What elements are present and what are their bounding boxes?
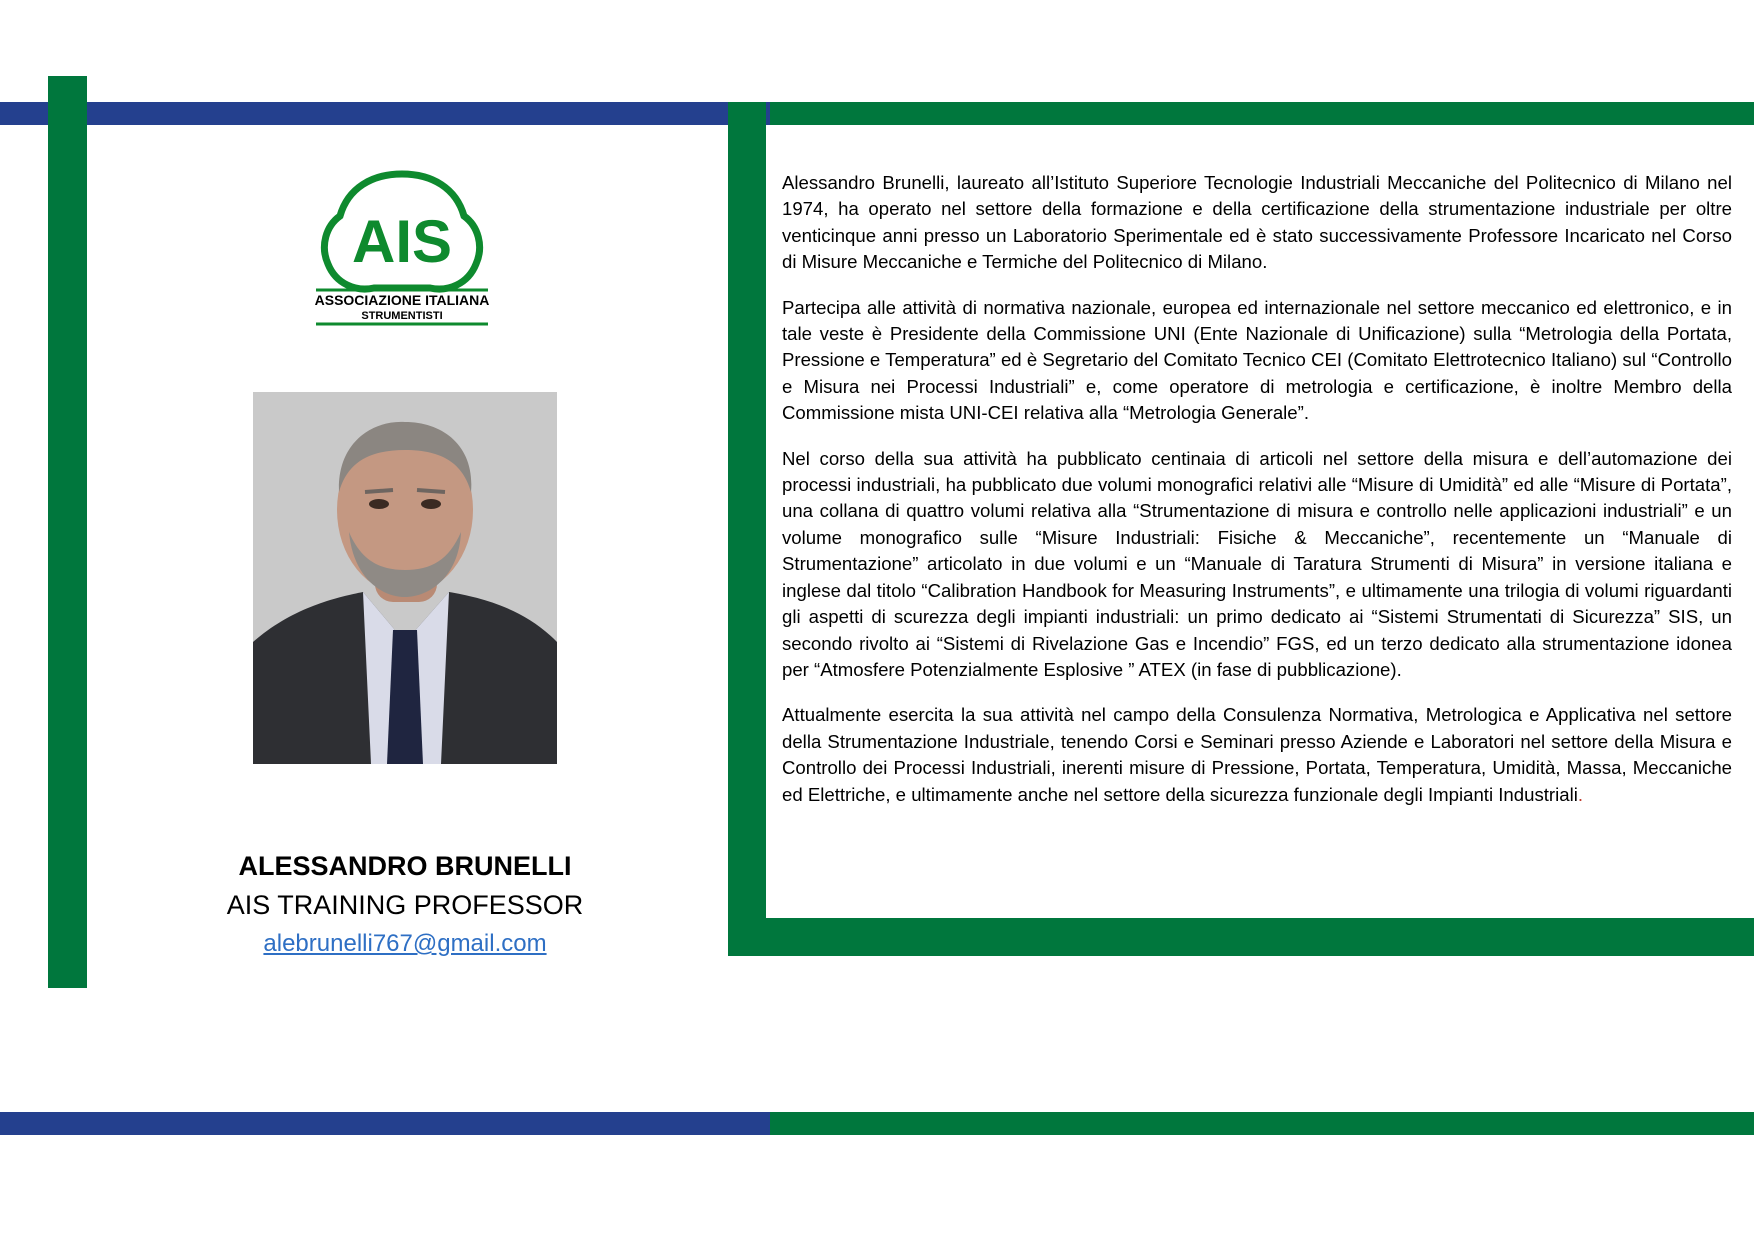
top-left-blue-bar (0, 102, 770, 125)
portrait-photo (253, 392, 557, 764)
bio-paragraph-4 (782, 702, 1732, 808)
left-vertical-green-bar (48, 76, 87, 988)
ais-logo (312, 166, 492, 326)
bio-paragraph-4-end: . (1577, 783, 1584, 805)
middle-right-green-bar (766, 918, 1754, 956)
person-name: ALESSANDRO BRUNELLI (238, 851, 572, 881)
top-right-green-bar (770, 102, 1754, 125)
bio-paragraph-2: Partecipa alle attività di normativa nazionale, europea ed internazionale nel settore meccanico ed elettronico, e in tale veste è Presidente della Commissione UNI (Ente Nazionale di Unificazione) sulla “Metrologia della Portata, Pressione e Temperatura” ed è Segretario del Comitato Tecnico CEI (Comitato Elettrotecnico Italiano) sul “Controllo e Misura nei Processi Industriali” e, come operatore di metrologia e certificazione, è inoltre Membro della Commissione mista UNI-CEI relativa alla “Metrologia Generale”. (782, 296, 1732, 424)
email-link[interactable]: alebrunelli767@gmail.com (263, 930, 547, 957)
logo-line2: STRUMENTISTI (361, 310, 443, 322)
center-vertical-green-bar (728, 102, 766, 956)
bio-paragraph-3: Nel corso della sua attività ha pubblicato centinaia di articoli nel settore della misura e dell’automazione dei processi industriali, ha pubblicato due volumi monografici relativi alle “Misure di Umidità” ed alle “Misure di Portata”, una collana di quattro volumi relativa alla “Strumentazione di misura e controllo nelle applicazioni industriali” e un volume monografico sulle “Misure Industriali: Fisiche & Meccaniche”, recentemente un “Manuale di Strumentazione” articolato in due volumi e un “Manuale di Taratura Strumenti di Misura” in versione italiana e inglese dal titolo “Calibration Handbook for Measuring Instruments”, e ultimamente una trilogia di volumi riguardanti gli aspetti di scurezza degli impianti industriali: un primo dedicato ai “Sistemi Strumentati di Sicurezza” SIS, un secondo rivolto ai “Sistemi di Rivelazione Gas e Incendio” FGS, ed un terzo dedicato alla strumentazione idonea per “Atmosfere Potenzialmente Esplosive ” ATEX (in fase di pubblicazione). (782, 447, 1732, 680)
person-email (150, 930, 660, 958)
bio-paragraph-4-text: Attualmente esercita la sua attività nel campo della Consulenza Normativa, Metrologica e Applicativa nel settore della Strumentazione Industriale, tenendo Corsi e Seminari presso Aziende e Laboratori nel settore della Misura e Controllo dei Processi Industriali, inerenti misure di Pressione, Portata, Temperatura, Umidità, Massa, Meccaniche ed Elettriche, e ultimamente anche nel settore della sicurezza funzionale degli Impianti Industriali (782, 704, 1732, 805)
person-role: AIS TRAINING PROFESSOR (226, 890, 584, 920)
bottom-right-green-bar (770, 1112, 1754, 1135)
logo-line1: ASSOCIAZIONE ITALIANA (314, 292, 490, 308)
bottom-left-blue-bar (0, 1112, 770, 1135)
logo-letters: AIS (351, 208, 453, 275)
biography-text (782, 170, 1732, 827)
bio-paragraph-1: Alessandro Brunelli, laureato all’Istituto Superiore Tecnologie Industriali Meccaniche del Politecnico di Milano nel 1974, ha operato nel settore della formazione e della certificazione della strumentazione industriale per oltre venticinque anni presso un Laboratorio Sperimentale ed è stato successivamente Professore Incaricato nel Corso di Misure Meccaniche e Termiche del Politecnico di Milano. (782, 172, 1732, 273)
